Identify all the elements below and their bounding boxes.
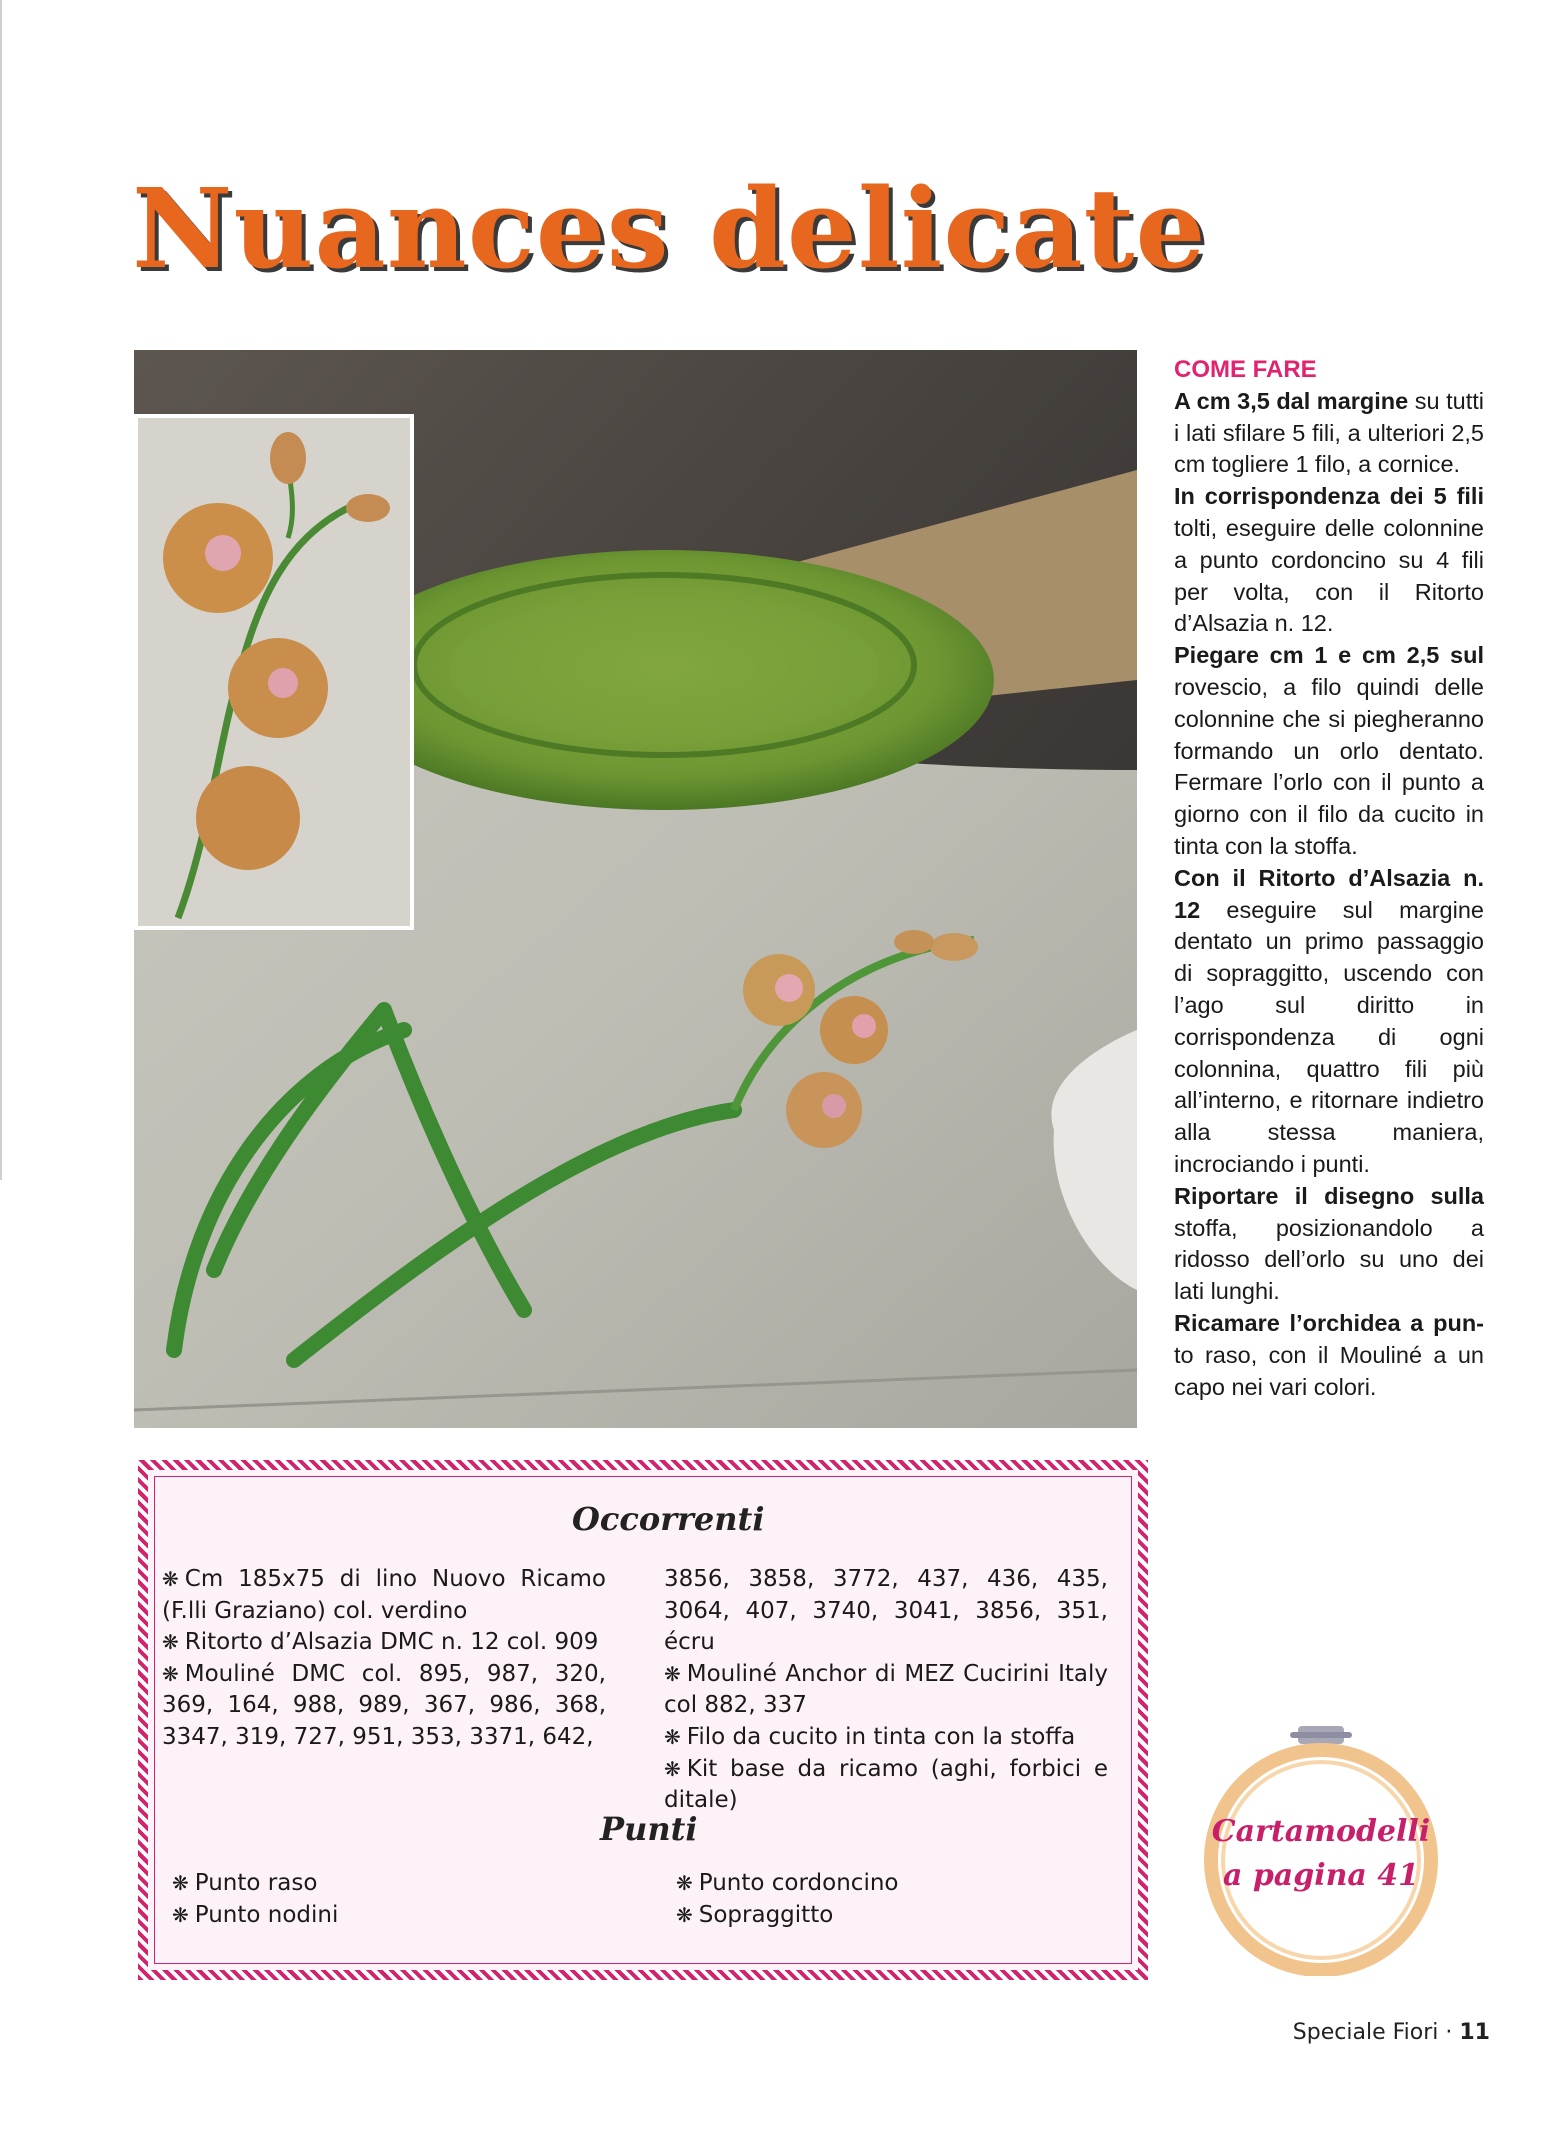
material-item: ❋ Ritorto d’Alsazia DMC n. 12 col. 909: [162, 1629, 599, 1656]
footer-section: Speciale Fiori: [1292, 2020, 1439, 2045]
stitch-item: ❋ Sopraggitto: [676, 1902, 834, 1928]
page-title: Nuances delicate: [132, 164, 1207, 293]
badge-line-1: Cartamodelli: [1211, 1814, 1431, 1849]
material-item: ❋ Mouliné Anchor di MEZ Cucirini Italy col 882, 337: [664, 1660, 1108, 1719]
instruction-step: Con il Ritorto d’Alsazia n. 12 eseguire sul margine dentato un primo passaggio di sopraggitto, uscendo con l’ago sul diritto in corrispondenza di ogni colonnina, quattro fili più all’interno, e ritornare indietro alla stessa maniera, incrociando i punti.: [1174, 864, 1484, 1177]
instruction-step: Ricamare l’orchidea a pun-to raso, con il Mouliné a un capo nei vari colori.: [1174, 1309, 1484, 1400]
stitches-heading: Punti: [600, 1810, 698, 1848]
materials-box: [138, 1460, 1148, 1980]
stitch-item: ❋ Punto nodini: [172, 1902, 339, 1928]
material-item: ❋ Kit base da ricamo (aghi, forbici e ditale): [664, 1755, 1108, 1814]
instructions: [1174, 354, 1484, 1403]
instruction-step: In corrispondenza dei 5 fili tolti, eseguire delle colonnine a punto cordoncino su 4 fili per volta, con il Ritorto d’Alsazia n. 12.: [1174, 483, 1484, 637]
materials-heading: Occorrenti: [572, 1500, 765, 1538]
page-number: 11: [1459, 2020, 1490, 2045]
patterns-badge: [1194, 1810, 1448, 1898]
materials-left-column: [162, 1564, 606, 1754]
page-edge-line: [0, 0, 2, 1180]
material-item: ❋ Filo da cucito in tinta con la stoffa: [664, 1723, 1076, 1750]
material-item: ❋ Mouliné DMC col. 895, 987, 320, 369, 164, 988, 989, 367, 986, 368, 3347, 319, 727, 951, 353, 3371, 642,: [162, 1660, 606, 1750]
stitch-item: ❋ Punto cordoncino: [676, 1870, 899, 1896]
badge-line-2: a pagina 41: [1222, 1858, 1420, 1893]
footer-separator: ·: [1445, 2020, 1453, 2045]
instruction-step: Riportare il disegno sulla stoffa, posizionandolo a ridosso dell’orlo su uno dei lati lunghi.: [1174, 1182, 1484, 1305]
instructions-heading: COME FARE: [1174, 356, 1317, 383]
material-item: ❋ Cm 185x75 di lino Nuovo Ricamo (F.lli Graziano) col. verdino: [162, 1566, 606, 1624]
page-footer: [1250, 2020, 1490, 2045]
inset-orchid-photo: [134, 414, 414, 930]
materials-right-column: [664, 1564, 1108, 1817]
material-item-continued: 3856, 3858, 3772, 437, 436, 435, 3064, 407, 3740, 3041, 3856, 351, écru: [664, 1566, 1108, 1656]
instruction-step: A cm 3,5 dal margine su tutti i lati sfilare 5 fili, a ulteriori 2,5 cm togliere 1 filo, a cornice.: [1174, 387, 1484, 478]
stitch-item: ❋ Punto raso: [172, 1870, 318, 1896]
orchid-detail: [138, 418, 410, 926]
instruction-step: Piegare cm 1 e cm 2,5 sul rovescio, a filo quindi delle colonnine che si piegheranno formando un orlo dentato. Fermare l’orlo con il punto a giorno con il filo da cucito in tinta con la stoffa.: [1174, 642, 1484, 859]
